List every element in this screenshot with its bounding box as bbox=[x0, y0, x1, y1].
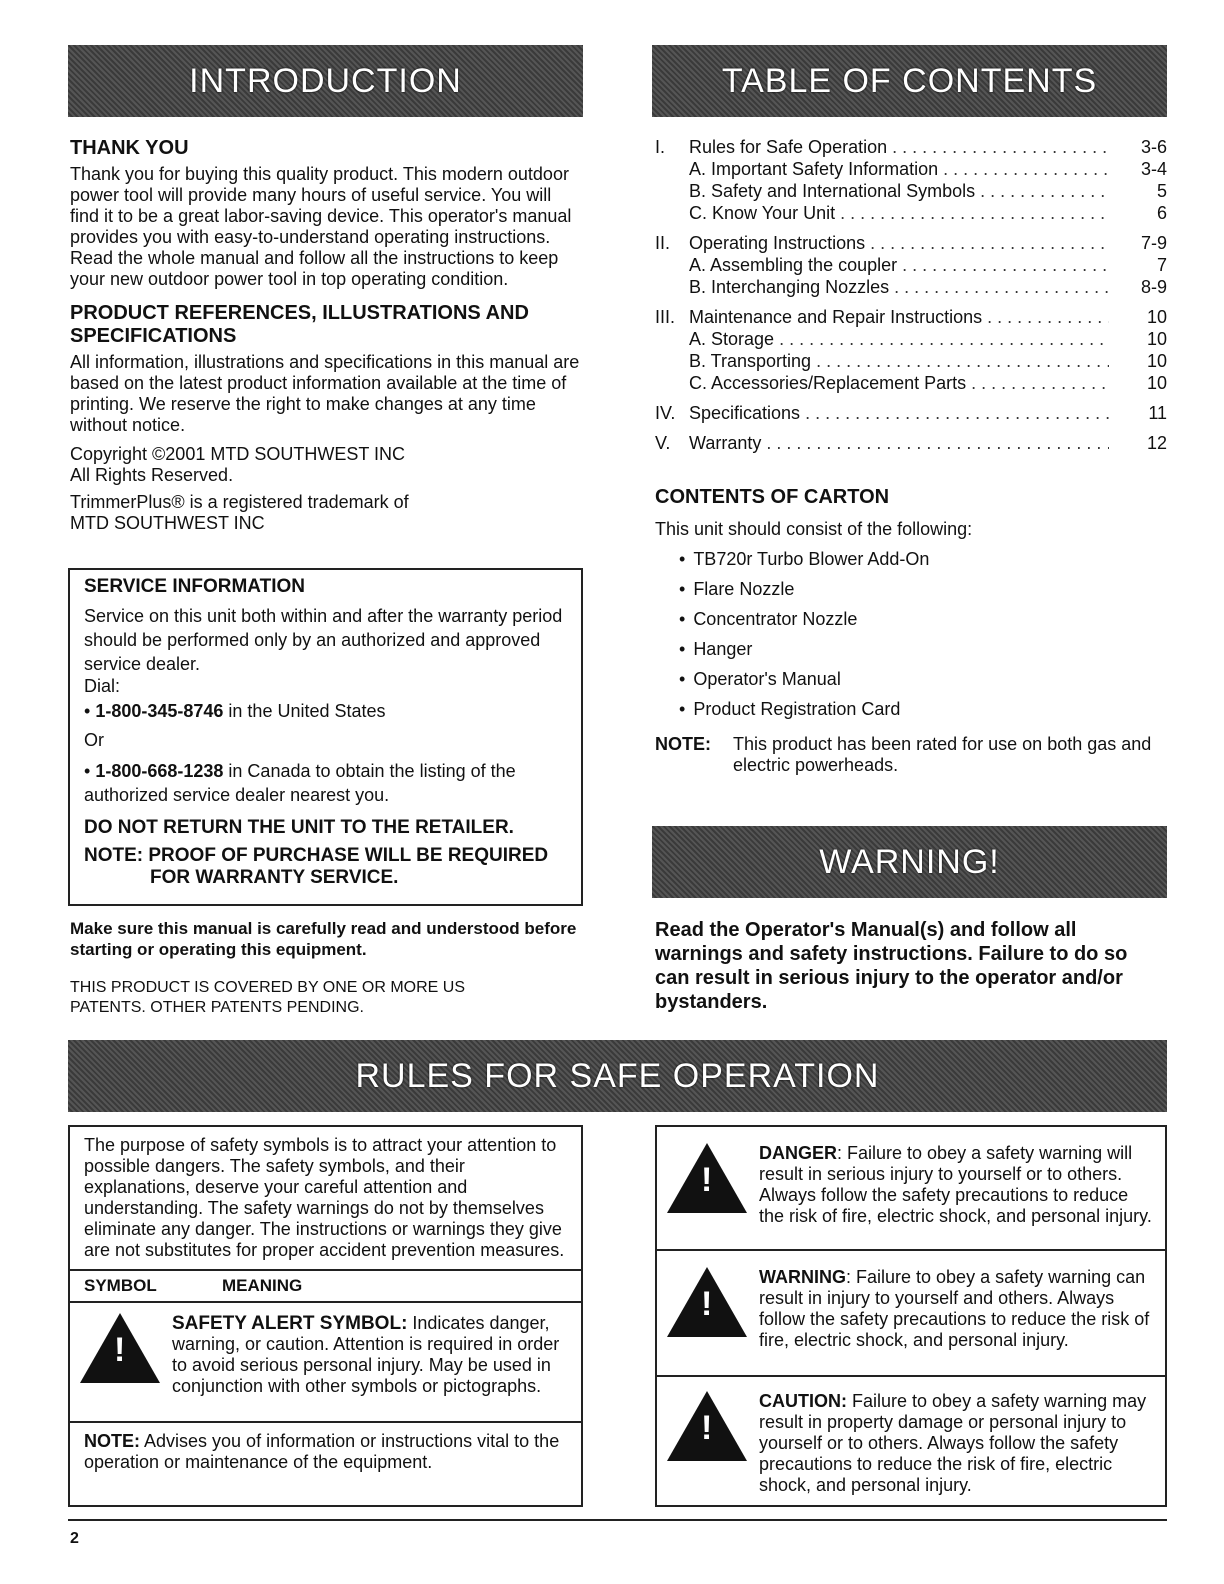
trademark-line-2: MTD SOUTHWEST INC bbox=[70, 513, 265, 533]
thank-you-heading: THANK YOU bbox=[70, 137, 189, 159]
refs-heading: PRODUCT REFERENCES, ILLUSTRATIONS AND SPECIFICATIONS bbox=[70, 302, 529, 347]
carton-item: • Product Registration Card bbox=[655, 694, 1167, 724]
carton-item: • Flare Nozzle bbox=[655, 574, 1167, 604]
toc-row-page: 11 bbox=[1148, 403, 1167, 423]
warning-text: Read the Operator's Manual(s) and follow all warnings and safety instructions. Failure to do so can result in serious injury to the operator and/or bystanders. bbox=[655, 919, 1128, 1013]
warning-row bbox=[657, 1251, 1165, 1377]
hazard-levels-box bbox=[655, 1125, 1167, 1507]
copyright-line-2: All Rights Reserved. bbox=[70, 465, 234, 485]
toc-row bbox=[655, 232, 1167, 254]
toc-row-title: C. Know Your Unit . . . bbox=[689, 202, 1109, 224]
note-text: Advises you of information or instructions vital to the operation or maintenance of the equipment. bbox=[84, 1431, 560, 1472]
carton-intro: This unit should consist of the following: bbox=[655, 519, 973, 539]
toc-row-title: B. Safety and International Symbols . . . bbox=[689, 180, 1109, 202]
toc-row-title: Operating Instructions . . . bbox=[689, 232, 1109, 254]
danger-row bbox=[657, 1127, 1165, 1251]
page-number: 2 bbox=[70, 1530, 79, 1547]
danger-alert-icon bbox=[667, 1143, 747, 1213]
caution-label: CAUTION: bbox=[759, 1391, 847, 1411]
carton-note bbox=[655, 734, 1167, 776]
trademark-line-1: TrimmerPlus® is a registered trademark of bbox=[70, 492, 409, 512]
toc-row-title: B. Transporting . . . bbox=[689, 350, 1109, 372]
toc-row-page: 10 bbox=[1146, 351, 1167, 371]
rules-purpose: The purpose of safety symbols is to attract your attention to possible dangers. The safety symbols, and their explanations, deserve your careful attention and understanding. The safety warnings do not by themselves eliminate any danger. The instructions or warnings they give are not substitutes for proper accident prevention measures. bbox=[84, 1135, 565, 1260]
refs-text: All information, illustrations and specifications in this manual are based on the latest product information available at the time of printing. We reserve the right to make changes at any time without notice. bbox=[70, 352, 580, 435]
caution-text: Failure to obey a safety warning may result in property damage or personal injury to yourself or to others. Always follow the safety precautions to reduce the risk of fire, electric shock, and personal injury. bbox=[759, 1391, 1147, 1495]
footer-rule bbox=[68, 1519, 1167, 1521]
service-info-box bbox=[68, 568, 583, 906]
thank-you-text: Thank you for buying this quality product. This modern outdoor power tool will provide many hours of useful service. You will find it to be a great labor-saving device. This operator's manual provides you with easy-to-understand operating instructions. Read the whole manual and follow all the instructions to keep your new outdoor power tool in top operating condition. bbox=[70, 164, 572, 289]
service-heading: SERVICE INFORMATION bbox=[84, 576, 305, 597]
toc-row-page: 7-9 bbox=[1140, 233, 1167, 253]
alert-text: Indicates danger, warning, or caution. Attention is required in order to avoid serious personal injury. May be used in conjunction with other symbols or pictographs. bbox=[172, 1313, 560, 1396]
danger-description bbox=[759, 1143, 1155, 1243]
or-label: Or bbox=[84, 730, 104, 750]
toc-row-page: 10 bbox=[1146, 373, 1167, 393]
carton-item: • Operator's Manual bbox=[655, 664, 1167, 694]
toc-list bbox=[655, 136, 1167, 454]
toc-row-title: A. Assembling the coupler . . . bbox=[689, 254, 1109, 276]
toc-row bbox=[655, 306, 1167, 328]
toc-row-number bbox=[655, 180, 689, 202]
proof-notice-1: NOTE: PROOF OF PURCHASE WILL BE REQUIRED bbox=[84, 845, 549, 866]
phone-us: 1-800-345-8746 bbox=[95, 701, 224, 721]
toc-row-number: IV. bbox=[655, 403, 676, 423]
warning-banner bbox=[652, 826, 1167, 898]
meaning-column-header: MEANING bbox=[222, 1276, 303, 1295]
rules-title: RULES FOR SAFE OPERATION bbox=[355, 1056, 880, 1095]
toc-row bbox=[655, 180, 1167, 202]
alert-symbol-row bbox=[70, 1303, 581, 1423]
toc-row-title: B. Interchanging Nozzles . . . bbox=[689, 276, 1109, 298]
toc-row bbox=[655, 202, 1167, 224]
symbol-header-row bbox=[70, 1269, 581, 1303]
intro-column bbox=[70, 137, 580, 534]
toc-row-page: 12 bbox=[1146, 433, 1167, 453]
note-description bbox=[70, 1423, 581, 1481]
rules-symbol-box bbox=[68, 1125, 583, 1507]
toc-row-page: 3-4 bbox=[1140, 159, 1167, 179]
safety-alert-icon bbox=[80, 1313, 160, 1383]
toc-row-title: Rules for Safe Operation . . . bbox=[689, 136, 1109, 158]
caution-description bbox=[759, 1391, 1155, 1496]
danger-label: DANGER bbox=[759, 1143, 838, 1163]
toc-row-title: Maintenance and Repair Instructions . . . bbox=[689, 306, 1109, 328]
toc-row-number bbox=[655, 254, 689, 276]
toc-row bbox=[655, 136, 1167, 158]
toc-title: TABLE OF CONTENTS bbox=[721, 61, 1098, 100]
toc-row-number bbox=[655, 350, 689, 372]
toc-row bbox=[655, 158, 1167, 180]
copyright-line-1: Copyright ©2001 MTD SOUTHWEST INC bbox=[70, 444, 406, 464]
toc-row-page: 6 bbox=[1156, 203, 1167, 223]
toc-row-title: Warranty . . . bbox=[689, 432, 1109, 454]
toc-row bbox=[655, 254, 1167, 276]
danger-text: : Failure to obey a safety warning will result in serious injury to yourself or to others. Always follow the safety precautions to reduce the risk of fire, electric shock, and personal injury. bbox=[759, 1143, 1152, 1226]
toc-banner bbox=[652, 45, 1167, 117]
toc-row-title: C. Accessories/Replacement Parts . . . bbox=[689, 372, 1109, 394]
warning-label: WARNING bbox=[759, 1267, 846, 1287]
toc-row-page: 7 bbox=[1156, 255, 1167, 275]
toc-row bbox=[655, 402, 1167, 424]
toc-row bbox=[655, 350, 1167, 372]
note-label: NOTE: bbox=[84, 1431, 140, 1451]
carton-item: • Hanger bbox=[655, 634, 1167, 664]
toc-row-number: I. bbox=[655, 137, 666, 157]
service-text: Service on this unit both within and after the warranty period should be performed only by an authorized and approved service dealer. bbox=[84, 606, 563, 674]
make-sure-notice: Make sure this manual is carefully read and understood before starting or operating this equipment. bbox=[70, 919, 577, 959]
warning-description bbox=[759, 1267, 1155, 1369]
toc-row-number: III. bbox=[655, 307, 676, 327]
phone-ca-line: • 1-800-668-1238 in Canada to obtain the listing of the authorized service dealer nearest you. bbox=[84, 761, 516, 805]
phone-us-line: • 1-800-345-8746 in the United States bbox=[84, 701, 386, 721]
rules-banner bbox=[68, 1040, 1167, 1112]
phone-ca: 1-800-668-1238 bbox=[95, 761, 224, 781]
warning-title: WARNING! bbox=[819, 842, 1000, 881]
warning-level-text: : Failure to obey a safety warning can result in injury to yourself and others. Always follow the safety precautions to reduce the risk of fire, electric shock, and personal injury. bbox=[759, 1267, 1150, 1350]
toc-row-number: V. bbox=[655, 433, 671, 453]
toc-row-title: A. Storage . . . bbox=[689, 328, 1109, 350]
caution-row bbox=[657, 1377, 1165, 1502]
phone-ca-suffix: in Canada to obtain the listing of the authorized service dealer nearest you. bbox=[84, 761, 516, 805]
warning-alert-icon bbox=[667, 1267, 747, 1337]
introduction-title: INTRODUCTION bbox=[189, 61, 462, 100]
patents-notice: THIS PRODUCT IS COVERED BY ONE OR MORE US PATENTS. OTHER PATENTS PENDING. bbox=[70, 979, 466, 1016]
no-return-notice: DO NOT RETURN THE UNIT TO THE RETAILER. bbox=[84, 817, 514, 838]
toc-row-number bbox=[655, 202, 689, 224]
symbol-column-header: SYMBOL bbox=[84, 1276, 157, 1295]
toc-row-page: 8-9 bbox=[1140, 277, 1167, 297]
toc-row-number bbox=[655, 158, 689, 180]
toc-row bbox=[655, 432, 1167, 454]
proof-notice-2: FOR WARRANTY SERVICE. bbox=[150, 867, 399, 888]
carton-list bbox=[655, 544, 1167, 724]
dial-label: Dial: bbox=[84, 676, 121, 696]
carton-item: • TB720r Turbo Blower Add-On bbox=[655, 544, 1167, 574]
toc-row-number bbox=[655, 372, 689, 394]
toc-row-page: 3-6 bbox=[1140, 137, 1167, 157]
toc-row-title: A. Important Safety Information . . . bbox=[689, 158, 1109, 180]
carton-section bbox=[655, 486, 1167, 776]
alert-label: SAFETY ALERT SYMBOL: bbox=[172, 1313, 408, 1334]
alert-description bbox=[172, 1313, 571, 1415]
toc-row bbox=[655, 276, 1167, 298]
toc-row bbox=[655, 372, 1167, 394]
toc-row-number bbox=[655, 276, 689, 298]
toc-row bbox=[655, 328, 1167, 350]
carton-note-label: NOTE: bbox=[655, 734, 711, 754]
carton-note-text: This product has been rated for use on both gas and electric powerheads. bbox=[733, 734, 1152, 775]
phone-us-suffix: in the United States bbox=[223, 701, 386, 721]
caution-alert-icon bbox=[667, 1391, 747, 1461]
toc-row-number: II. bbox=[655, 233, 671, 253]
toc-row-page: 5 bbox=[1156, 181, 1167, 201]
introduction-banner bbox=[68, 45, 583, 117]
toc-row-title: Specifications . . . bbox=[689, 402, 1109, 424]
toc-row-page: 10 bbox=[1146, 329, 1167, 349]
toc-row-number bbox=[655, 328, 689, 350]
carton-heading: CONTENTS OF CARTON bbox=[655, 486, 890, 508]
carton-item: • Concentrator Nozzle bbox=[655, 604, 1167, 634]
toc-row-page: 10 bbox=[1146, 307, 1167, 327]
